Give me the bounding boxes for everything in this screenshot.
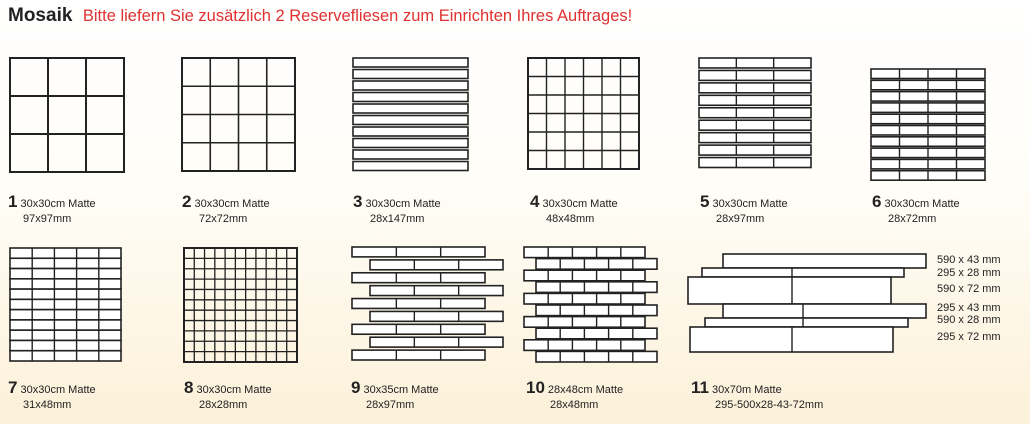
brick-row (524, 340, 645, 351)
mosaic-number: 6 (872, 192, 882, 211)
brick-row (370, 286, 503, 296)
tile-strip (353, 70, 468, 79)
mosaic-pattern-1 (10, 58, 124, 172)
mosaic-pattern-5 (699, 58, 811, 168)
dimension-label: 590 x 43 mm (937, 254, 1001, 266)
tile-strip (699, 83, 811, 93)
brick-row (352, 350, 485, 360)
brick-row (352, 247, 485, 257)
tile-strip (699, 70, 811, 80)
mat-outline (10, 58, 124, 172)
tile-strip (10, 269, 121, 279)
mosaic-number: 2 (182, 192, 192, 211)
mosaic-format: 30x30cm Matte (20, 384, 96, 396)
mosaic-tile-size: 28x147mm (370, 213, 425, 225)
page-title: Mosaik (8, 5, 73, 26)
mosaic-caption-4 (530, 192, 618, 225)
mosaic-caption-3 (353, 192, 441, 225)
mosaic-pattern-10 (524, 247, 657, 362)
mosaic-number: 10 (526, 378, 545, 397)
tile-strip (699, 58, 811, 68)
mosaic-pattern-7 (10, 248, 121, 361)
tile-strip (353, 150, 468, 159)
mosaic-tile-size: 28x97mm (716, 213, 765, 225)
mosaic-format: 30x30cm Matte (712, 198, 788, 210)
tile-strip (353, 116, 468, 125)
mosaic-number: 5 (700, 192, 710, 211)
tile-strip (10, 248, 121, 258)
mosaic-caption-7 (8, 378, 96, 411)
mosaic-caption-11 (691, 378, 823, 411)
brick-row (524, 247, 645, 258)
mosaic-pattern-11 (688, 254, 926, 352)
brick-row (524, 270, 645, 281)
tile-strip (353, 104, 468, 113)
mosaic-tile-size: 97x97mm (23, 213, 72, 225)
tile-strip (699, 120, 811, 130)
plank (702, 268, 904, 277)
brick-row (370, 337, 503, 347)
plank (688, 277, 891, 304)
tile-strip (699, 145, 811, 155)
tile-strip (10, 279, 121, 289)
mosaic-format: 30x30cm Matte (542, 198, 618, 210)
tile-strip (699, 133, 811, 143)
tile-strip (10, 320, 121, 330)
mosaic-pattern-4 (528, 58, 639, 169)
mosaic-caption-10 (526, 378, 623, 411)
mosaic-tile-size: 28x48mm (550, 399, 599, 411)
dimension-label: 590 x 28 mm (937, 314, 1001, 326)
brick-row (536, 259, 657, 270)
brick-row (352, 273, 485, 283)
tile-strip (353, 139, 468, 148)
mosaic-format: 30x30cm Matte (365, 198, 441, 210)
mosaic-caption-8 (184, 378, 272, 411)
brick-row (524, 293, 645, 304)
tile-strip (699, 108, 811, 118)
tile-strip (10, 258, 121, 268)
brick-row (536, 351, 657, 362)
mosaic-number: 8 (184, 378, 194, 397)
mosaic-tile-size: 72x72mm (199, 213, 248, 225)
mosaic-number: 3 (353, 192, 363, 211)
plank (705, 318, 908, 327)
tile-strip (699, 95, 811, 105)
mosaic-tile-size: 28x72mm (888, 213, 937, 225)
tile-strip (353, 93, 468, 102)
tile-strip (699, 158, 811, 168)
brick-row (370, 311, 503, 321)
mosaic-pattern-6 (871, 69, 985, 180)
tile-strip (353, 127, 468, 136)
brick-row (536, 305, 657, 316)
mosaic-format: 30x30cm Matte (196, 384, 272, 396)
mosaic-caption-9 (351, 378, 439, 411)
tile-strip (10, 330, 121, 340)
brick-row (352, 299, 485, 309)
mosaic-format: 30x30cm Matte (884, 198, 960, 210)
mosaic-tile-size: 295-500x28-43-72mm (715, 399, 824, 411)
mat-outline (184, 248, 297, 362)
mosaic-number: 1 (8, 192, 18, 211)
brick-row (370, 260, 503, 270)
mosaic-format: 30x30cm Matte (20, 198, 96, 210)
mosaic-tile-size: 28x97mm (366, 399, 415, 411)
tile-strip (10, 310, 121, 320)
mosaic-tile-size: 31x48mm (23, 399, 72, 411)
mosaic-caption-1 (8, 192, 96, 225)
tile-strip (10, 289, 121, 299)
mosaic-tile-size: 48x48mm (546, 213, 595, 225)
mosaic-number: 7 (8, 378, 18, 397)
mosaic-pattern-3 (353, 58, 468, 171)
mosaic-format: 30x30cm Matte (194, 198, 270, 210)
mosaic-pattern-9 (352, 247, 503, 360)
mosaic-format: 30x70m Matte (711, 384, 782, 396)
mosaic-number: 9 (351, 378, 361, 397)
mosaic-number: 11 (691, 378, 709, 397)
dimension-label: 295 x 28 mm (937, 266, 1001, 279)
brick-row (536, 282, 657, 293)
brick-row (536, 328, 657, 339)
reserve-tiles-notice: Bitte liefern Sie zusätzlich 2 Reservefliesen zum Einrichten Ihres Auftrages! (82, 7, 633, 25)
mosaic-11-dimension-list (937, 254, 1001, 343)
dimension-label: 295 x 72 mm (937, 330, 1001, 343)
mosaic-pattern-8 (184, 248, 297, 362)
mosaic-tile-size: 28x28mm (199, 399, 248, 411)
tile-strip (353, 162, 468, 171)
mosaic-format: 30x35cm Matte (363, 384, 439, 396)
mosaic-caption-6 (872, 192, 960, 225)
brick-row (352, 324, 485, 334)
mosaic-caption-2 (182, 192, 270, 225)
dimension-label: 295 x 43 mm (937, 301, 1001, 314)
mosaic-caption-5 (700, 192, 788, 225)
brick-row (524, 317, 645, 328)
mosaic-pattern-2 (182, 58, 295, 171)
tile-strip (10, 351, 121, 361)
tile-strip (353, 81, 468, 90)
tile-strip (10, 299, 121, 309)
dimension-label: 590 x 72 mm (937, 283, 1001, 295)
plank (723, 254, 926, 268)
tile-strip (10, 340, 121, 350)
plank (723, 304, 926, 318)
mosaic-number: 4 (530, 192, 540, 211)
tile-strip (353, 58, 468, 67)
mosaic-format: 28x48cm Matte (547, 384, 624, 396)
